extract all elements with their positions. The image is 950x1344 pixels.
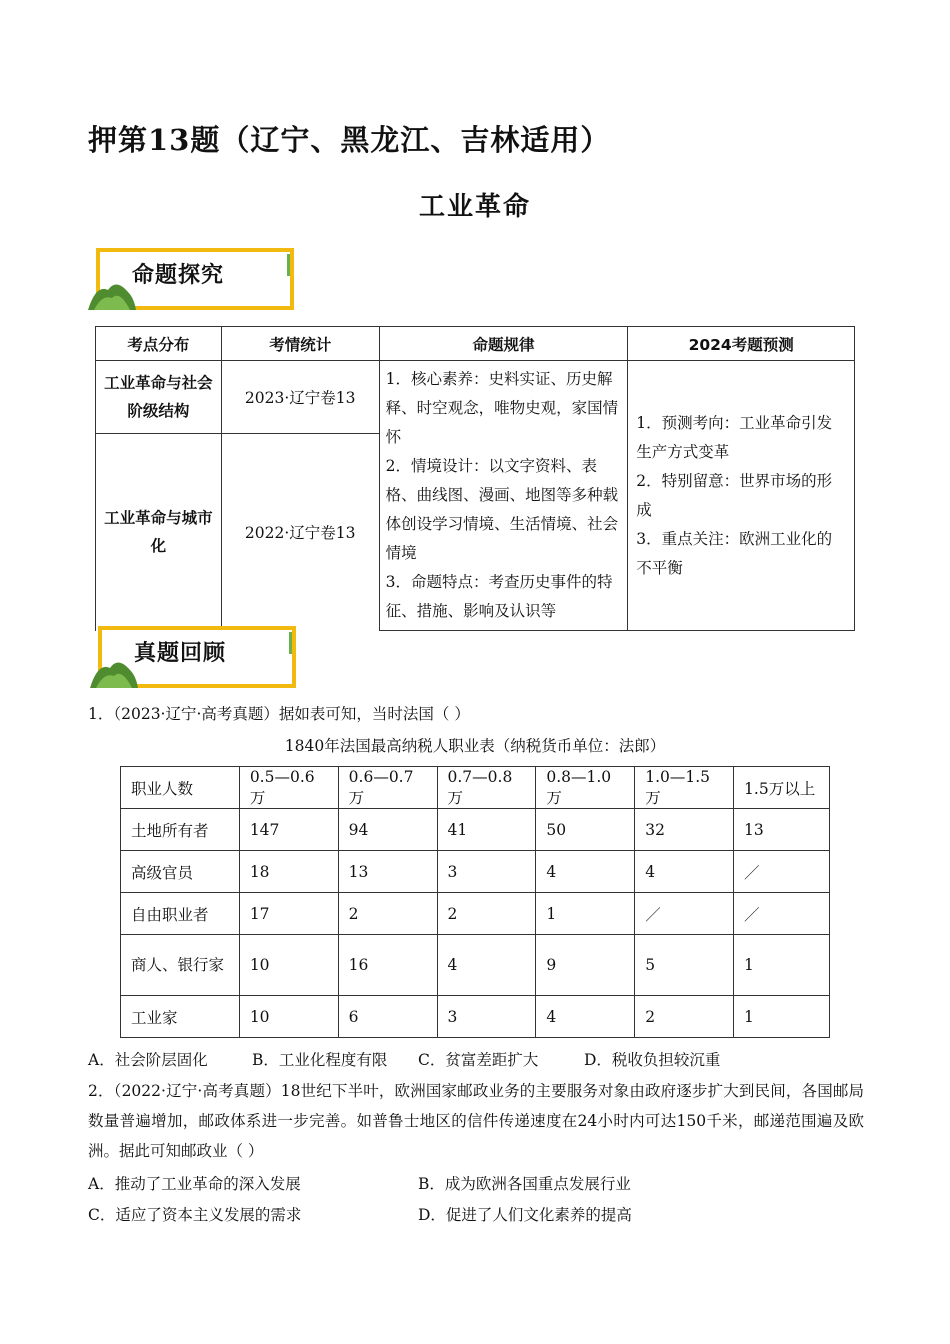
table-cell: 1.5万以上 [734,767,830,809]
table-cell: 土地所有者 [121,809,240,851]
table-header-row [96,327,855,361]
option-b[interactable]: B．成为欧洲各国重点发展行业 [418,1175,631,1193]
table-row [121,851,830,893]
table-cell: 17 [239,893,338,935]
column-header: 命题规律 [379,327,628,361]
table-cell: ／ [734,851,830,893]
option-c[interactable]: C．贫富差距扩大 [418,1051,539,1069]
prediction-item: 2．特别留意：世界市场的形成 [636,471,833,519]
table-cell: 4 [437,935,536,996]
table-cell: 0.5—0.6万 [239,767,338,809]
option-d[interactable]: D．税收负担较沉重 [584,1051,721,1069]
question-1-stem: 1．（2023·辽宁·高考真题）据如表可知，当时法国（ ） [88,705,470,723]
table-cell: 13 [338,851,437,893]
table-cell: 2 [437,893,536,935]
stat-cell: 2022·辽宁卷13 [221,434,379,631]
table-row [121,935,830,996]
question-2-stem: 2．（2022·辽宁·高考真题）18世纪下半叶，欧洲国家邮政业务的主要服务对象由政府逐步扩大到民间，各国邮局数量普遍增加，邮政体系进一步完善。如普鲁士地区的信件传递速度在24小时内可达150千米，邮递范围遍及欧洲。据此可知邮政业（ ） [88,1082,864,1160]
table-cell: 4 [635,851,734,893]
column-header: 考情统计 [221,327,379,361]
table-cell: 1 [734,996,830,1038]
prediction-item: 1．预测考向：工业革命引发生产方式变革 [636,413,833,461]
table-cell: 2 [338,893,437,935]
section-label: 真题回顾 [134,641,227,666]
table-cell: 1.0—1.5万 [635,767,734,809]
table-row [96,361,855,434]
section-banner-exploration [88,248,298,310]
rule-item: 2．情境设计：以文字资料、表格、曲线图、漫画、地图等多种载体创设学习情境、生活情境、社会情境 [385,457,619,562]
table-cell: 职业人数 [121,767,240,809]
predictions-cell [628,361,855,631]
table-cell: 10 [239,935,338,996]
table-cell: ／ [734,893,830,935]
table-cell: 3 [437,996,536,1038]
rule-item: 3．命题特点：考查历史事件的特征、措施、影响及认识等 [385,573,613,620]
table-cell: 4 [536,996,635,1038]
option-d[interactable]: D．促进了人们文化素养的提高 [418,1206,632,1224]
table-cell: 2 [635,996,734,1038]
table-cell: 5 [635,935,734,996]
stat-cell: 2023·辽宁卷13 [221,361,379,434]
exam-analysis-table [95,326,855,631]
hill-icon [90,656,138,688]
table-cell: 0.8—1.0万 [536,767,635,809]
table-cell: 工业家 [121,996,240,1038]
table-caption: 1840年法国最高纳税人职业表（纳税货币单位：法郎） [284,737,666,755]
table-cell: 0.7—0.8万 [437,767,536,809]
table-cell: 商人、银行家 [121,935,240,996]
table-cell: 1 [536,893,635,935]
table-cell: 16 [338,935,437,996]
table-cell: 13 [734,809,830,851]
section-label: 命题探究 [132,263,225,288]
table-cell: 41 [437,809,536,851]
topic-cell: 工业革命与社会阶级结构 [96,361,222,434]
rule-item: 1．核心素养：史料实证、历史解释、时空观念，唯物史观，家国情怀 [385,370,619,446]
page-title: 押第13题（辽宁、黑龙江、吉林适用） [88,123,611,157]
column-header: 考点分布 [96,327,222,361]
table-row [121,767,830,809]
topic-cell: 工业革命与城市化 [96,434,222,631]
question-1-options [88,1045,720,1075]
option-a[interactable]: A．推动了工业革命的深入发展 [88,1175,301,1193]
column-header: 2024考题预测 [628,327,855,361]
table-row [121,996,830,1038]
table-cell: 32 [635,809,734,851]
option-a[interactable]: A．社会阶层固化 [88,1051,208,1069]
table-cell: 4 [536,851,635,893]
tax-table [120,766,830,1038]
option-b[interactable]: B．工业化程度有限 [252,1051,388,1069]
table-cell: 6 [338,996,437,1038]
table-cell: 18 [239,851,338,893]
table-cell: 10 [239,996,338,1038]
table-cell: 147 [239,809,338,851]
table-cell: 94 [338,809,437,851]
table-cell: 50 [536,809,635,851]
table-row [121,893,830,935]
table-cell: 9 [536,935,635,996]
table-row [121,809,830,851]
table-cell: 0.6—0.7万 [338,767,437,809]
page-subtitle: 工业革命 [418,192,531,222]
rules-cell [379,361,628,631]
option-c[interactable]: C．适应了资本主义发展的需求 [88,1206,302,1224]
table-cell: ／ [635,893,734,935]
hill-icon [88,278,136,310]
table-cell: 高级官员 [121,851,240,893]
table-cell: 自由职业者 [121,893,240,935]
table-cell: 1 [734,935,830,996]
prediction-item: 3．重点关注：欧洲工业化的不平衡 [636,529,833,577]
section-banner-review [90,626,300,688]
table-cell: 3 [437,851,536,893]
